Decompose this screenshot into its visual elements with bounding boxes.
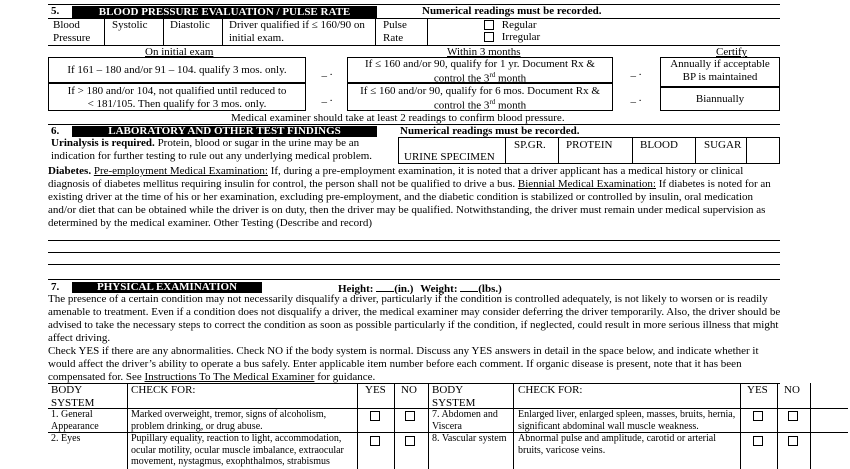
divider	[163, 18, 164, 45]
col-check-for-right: CHECK FOR:	[518, 384, 583, 396]
diabetes-paragraph	[48, 165, 783, 230]
within-row2-line1: If ≤ 160 and/or 90, qualify for 6 mos. Document Rx &	[360, 85, 600, 97]
row-8-no-cell	[788, 435, 798, 448]
within-row1-text	[349, 58, 611, 85]
regular-checkbox[interactable]	[484, 20, 494, 30]
divider	[746, 137, 747, 164]
within-row2-text	[349, 85, 611, 112]
diabetes-text-1: If, during a pre-employment examination, it is noted that a driver applicant has a medical history or clinical diagnosis of diabetes mellitus requiring insulin for control, the person shall not be qualified to drive a bus.	[48, 165, 744, 190]
divider	[222, 18, 223, 45]
col-sp-gr: SP.GR.	[514, 139, 546, 151]
irregular-label: Irregular	[501, 31, 541, 43]
section-7-header: PHYSICAL EXAMINATION	[72, 282, 262, 293]
section-6-number: 6.	[51, 125, 60, 137]
lab-numerical-note: Numerical readings must be recorded.	[400, 125, 580, 137]
divider	[375, 18, 376, 45]
row-2-no-checkbox[interactable]	[405, 436, 415, 446]
height-unit: (in.)	[394, 283, 414, 295]
col-yes-left: YES	[365, 384, 386, 396]
initial-row1-text: If 161 – 180 and/or 91 – 104. qualify 3 mos. only.	[67, 64, 287, 76]
other-testing-line-3[interactable]	[48, 264, 780, 265]
within-row2-dash: _ .	[630, 92, 642, 104]
irregular-checkbox[interactable]	[484, 32, 494, 42]
irregular-checkbox-row	[484, 31, 540, 44]
urinalysis-text	[51, 137, 391, 163]
certify-row1-text: Annually if acceptable BP is maintained	[670, 58, 770, 83]
on-initial-exam-heading: On initial exam	[145, 46, 214, 58]
col-no-left: NO	[401, 384, 417, 396]
driver-qualified-note: Driver qualified if ≤ 160/90 on initial exam.	[229, 19, 365, 44]
within-row1-line1: If ≤ 160 and/or 90, qualify for 1 yr. Document Rx &	[365, 58, 595, 70]
urine-specimen-label: URINE SPECIMEN	[404, 151, 495, 163]
col-protein: PROTEIN	[566, 139, 613, 151]
urinalysis-rest: Protein, blood or sugar in the urine may be an indication for further testing to rule out any underlying medical problem.	[51, 137, 373, 162]
row-7-no-cell	[788, 410, 798, 423]
divider	[777, 383, 778, 469]
row-2-yes-checkbox[interactable]	[370, 436, 380, 446]
within-row2-sup: rd	[489, 97, 496, 106]
within-row2-line2: control the 3	[433, 99, 490, 112]
biennial-label: Biennial Medical Examination:	[517, 178, 656, 190]
other-testing-line-2[interactable]	[48, 252, 780, 253]
col-check-for-left: CHECK FOR:	[131, 384, 196, 396]
row-8-yes-checkbox[interactable]	[753, 436, 763, 446]
weight-label: Weight:	[420, 283, 458, 295]
systolic-label: Systolic	[112, 19, 148, 31]
col-yes-right: YES	[747, 384, 768, 396]
body-system-1: 1. General Appearance	[51, 409, 99, 432]
diastolic-label: Diastolic	[170, 19, 210, 31]
height-label: Height:	[338, 283, 374, 295]
row-7-yes-cell	[753, 410, 763, 423]
check-for-2: Pupillary equality, reaction to light, accommodation, ocular motility, ocular muscle imbalance, extraocular movement, nystagmus, exophthalmos, strabismus	[131, 433, 344, 467]
diabetes-text-2: If diabetes is noted for an existing driver at the time of his or her examination, excluding pre-employment, and the diabetic condition is stabilized or controlled by insulin, oral medication and/or diet that can be obtained while the driver is on duty, then the driver may be qualified. Notwithstanding, the driver must remain under medical supervision as determined by the medical examiner. Other Testing (Describe and record)	[48, 178, 771, 229]
instructions-link[interactable]: Instructions To The Medical Examiner	[144, 371, 315, 383]
divider	[558, 137, 559, 164]
row-1-no-cell	[405, 410, 415, 423]
col-blood: BLOOD	[640, 139, 678, 151]
regular-checkbox-row	[484, 19, 537, 32]
body-system-8: 8. Vascular system	[432, 433, 507, 444]
initial-row2-dash: _ .	[321, 92, 333, 104]
divider	[357, 383, 358, 469]
within-3-months-heading: Within 3 months	[447, 46, 521, 58]
pe-paragraph-1: The presence of a certain condition may not necessarily disqualify a driver, particularly if the condition is controlled adequately, is not likely to worsen or is readily amenable to treatment. Even if a condition does not disqualify a driver, the medical examiner may consider deferring the driver temporarily. Also, the driver should be advised to take the necessary steps to correct the condition as soon as possible particularly if the condition, if neglected, could result in more serious illness that might affect driving.	[48, 293, 781, 344]
bp-footnote: Medical examiner should take at least 2 readings to confirm blood pressure.	[231, 112, 565, 124]
urinalysis-bold: Urinalysis is required.	[51, 137, 155, 149]
certify-heading: Certify	[716, 46, 748, 58]
row-2-yes-cell	[370, 435, 380, 448]
within-row1-sup: rd	[489, 70, 496, 79]
divider	[740, 383, 741, 469]
divider	[127, 383, 128, 469]
col-no-right: NO	[784, 384, 800, 396]
weight-unit: (lbs.)	[478, 283, 502, 295]
pe-paragraph-2	[48, 345, 783, 384]
body-system-2: 2. Eyes	[51, 433, 81, 444]
section-5-number: 5.	[51, 5, 60, 17]
check-for-7: Enlarged liver, enlarged spleen, masses, bruits, hernia, significant abdominal wall muscle weakness.	[518, 409, 736, 432]
pulse-rate-label: Pulse Rate	[383, 19, 407, 44]
divider	[632, 137, 633, 164]
row-1-yes-checkbox[interactable]	[370, 411, 380, 421]
blood-pressure-label: Blood Pressure	[53, 19, 91, 44]
row-8-no-checkbox[interactable]	[788, 436, 798, 446]
row-1-yes-cell	[370, 410, 380, 423]
divider	[48, 279, 780, 280]
col-body-system-left: BODY SYSTEM	[51, 384, 95, 409]
divider	[394, 383, 395, 469]
divider	[505, 137, 506, 164]
check-for-1: Marked overweight, tremor, signs of alcoholism, problem drinking, or drug abuse.	[131, 409, 327, 432]
row-2-no-cell	[405, 435, 415, 448]
divider	[427, 18, 428, 45]
section-5-header: BLOOD PRESSURE EVALUATION / PULSE RATE	[72, 6, 377, 18]
divider	[428, 383, 429, 469]
divider	[48, 4, 780, 5]
divider	[104, 18, 105, 45]
initial-row2-text: If > 180 and/or 104, not qualified until reduced to < 181/105. Then qualify for 3 mos. only.	[67, 85, 287, 110]
col-sugar: SUGAR	[704, 139, 742, 151]
row-7-no-checkbox[interactable]	[788, 411, 798, 421]
other-testing-line-1[interactable]	[48, 240, 780, 241]
divider	[810, 383, 811, 469]
within-row2-line3: month	[495, 99, 527, 112]
bp-numerical-note: Numerical readings must be recorded.	[422, 5, 602, 17]
within-row1-line3: month	[495, 72, 527, 85]
initial-row1-dash: _ .	[321, 66, 333, 78]
section-7-number: 7.	[51, 281, 60, 293]
body-system-7: 7. Abdomen and Viscera	[432, 409, 498, 432]
divider	[695, 137, 696, 164]
divider	[513, 383, 514, 469]
within-row1-dash: _ .	[630, 66, 642, 78]
pe-paragraph-2a: Check YES if there are any abnormalities. Check NO if the body system is normal. Discuss any YES answers in detail in the space below, and indicate whether it would affect the driver’s ability to operate a bus safely. Enter applicable item number before each comment. If organic disease is present, note that it has been compensated for. See	[48, 345, 759, 383]
diabetes-label: Diabetes.	[48, 165, 92, 177]
regular-label: Regular	[501, 19, 537, 31]
row-1-no-checkbox[interactable]	[405, 411, 415, 421]
row-8-yes-cell	[753, 435, 763, 448]
section-6-header: LABORATORY AND OTHER TEST FINDINGS	[72, 126, 377, 137]
certify-row2-text: Biannually	[695, 93, 745, 105]
pre-employment-label: Pre-employment Medical Examination:	[93, 165, 268, 177]
col-body-system-right: BODY SYSTEM	[432, 384, 476, 409]
row-7-yes-checkbox[interactable]	[753, 411, 763, 421]
check-for-8: Abnormal pulse and amplitude, carotid or arterial bruits, varicose veins.	[518, 433, 716, 456]
pe-paragraph-2b: for guidance.	[314, 371, 376, 383]
height-input[interactable]	[376, 281, 394, 292]
weight-input[interactable]	[460, 281, 478, 292]
within-row1-line2: control the 3	[433, 72, 490, 85]
